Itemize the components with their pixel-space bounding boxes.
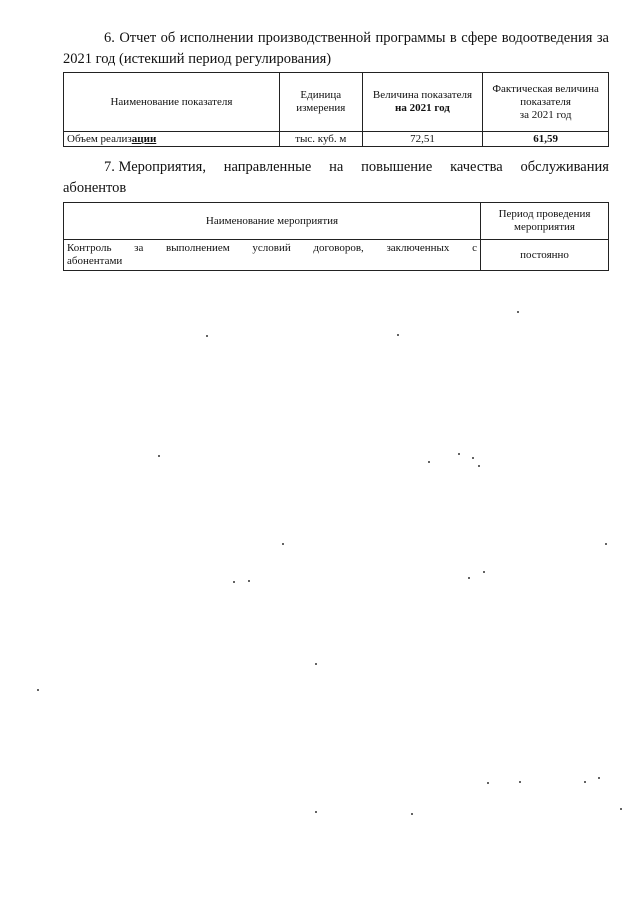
heading-word: качества	[450, 159, 503, 175]
scan-speck	[458, 453, 460, 455]
scan-speck	[472, 457, 474, 459]
service-quality-measures-table	[63, 202, 609, 271]
section-7-heading-line1	[63, 157, 609, 178]
section-6-heading: 6. Отчет об исполнении производственной программы в сфере водоотведения за 2021 год (истекший период регулирования)	[63, 30, 609, 67]
table-header-row	[64, 203, 609, 240]
header-planned-value-label: Величина показателя	[372, 89, 473, 101]
scan-speck	[620, 808, 622, 810]
scan-speck	[233, 581, 235, 583]
measure-word: условий	[252, 242, 291, 254]
scan-speck	[598, 777, 600, 779]
heading-word: повышение	[361, 159, 433, 175]
scan-speck	[428, 461, 430, 463]
scan-speck	[206, 335, 208, 337]
measure-period-cell: постоянно	[481, 240, 609, 271]
measure-word: Контроль	[67, 242, 112, 254]
scan-speck	[315, 663, 317, 665]
section-7-heading-line2: абонентов	[63, 180, 127, 196]
heading-word: направленные	[223, 159, 312, 175]
scan-speck	[487, 782, 489, 784]
scan-speck	[397, 334, 399, 336]
production-program-report-table	[63, 72, 609, 147]
measure-word: заключенных	[386, 242, 450, 254]
header-actual-year: за 2021 год	[519, 108, 572, 121]
scan-speck	[315, 811, 317, 813]
indicator-name-suffix: ации	[131, 133, 157, 145]
heading-word: 7. Мероприятия,	[104, 159, 206, 175]
section-7-heading	[63, 157, 609, 199]
header-planned-year: на 2021 год	[395, 102, 450, 114]
indicator-name-cell	[64, 132, 280, 147]
scan-speck	[605, 543, 607, 545]
scan-speck	[282, 543, 284, 545]
scan-speck	[517, 311, 519, 313]
scan-speck	[411, 813, 413, 815]
measure-word: за	[134, 242, 144, 254]
table-header-row	[64, 73, 609, 132]
scan-speck	[584, 781, 586, 783]
scan-speck	[37, 689, 39, 691]
measure-word: с	[472, 242, 477, 254]
unit-cell: тыс. куб. м	[279, 132, 362, 147]
scan-speck	[248, 580, 250, 582]
scan-speck	[468, 577, 470, 579]
table-row	[64, 240, 609, 271]
measure-name-line1	[67, 242, 477, 255]
header-unit: Единица измерения	[279, 73, 362, 132]
header-measure-name: Наименование мероприятия	[64, 203, 481, 240]
measure-name-line2: абонентами	[67, 255, 123, 267]
measure-word: выполнением	[166, 242, 230, 254]
scan-speck	[519, 781, 521, 783]
actual-value-cell: 61,59	[483, 132, 609, 147]
scan-speck	[158, 455, 160, 457]
planned-value-cell: 72,51	[362, 132, 483, 147]
heading-word: на	[329, 159, 344, 175]
header-actual-value	[483, 73, 609, 132]
measure-name-cell	[64, 240, 481, 271]
measure-word: договоров,	[313, 242, 364, 254]
heading-word: обслуживания	[520, 159, 609, 175]
header-measure-period: Период проведения мероприятия	[481, 203, 609, 240]
scan-speck	[478, 465, 480, 467]
table-row	[64, 132, 609, 147]
header-actual-value-label: Фактическая величина показателя	[492, 82, 599, 108]
header-indicator-name: Наименование показателя	[64, 73, 280, 132]
header-planned-value	[362, 73, 483, 132]
indicator-name-prefix: Объем реализ	[67, 133, 132, 145]
scan-speck	[483, 571, 485, 573]
